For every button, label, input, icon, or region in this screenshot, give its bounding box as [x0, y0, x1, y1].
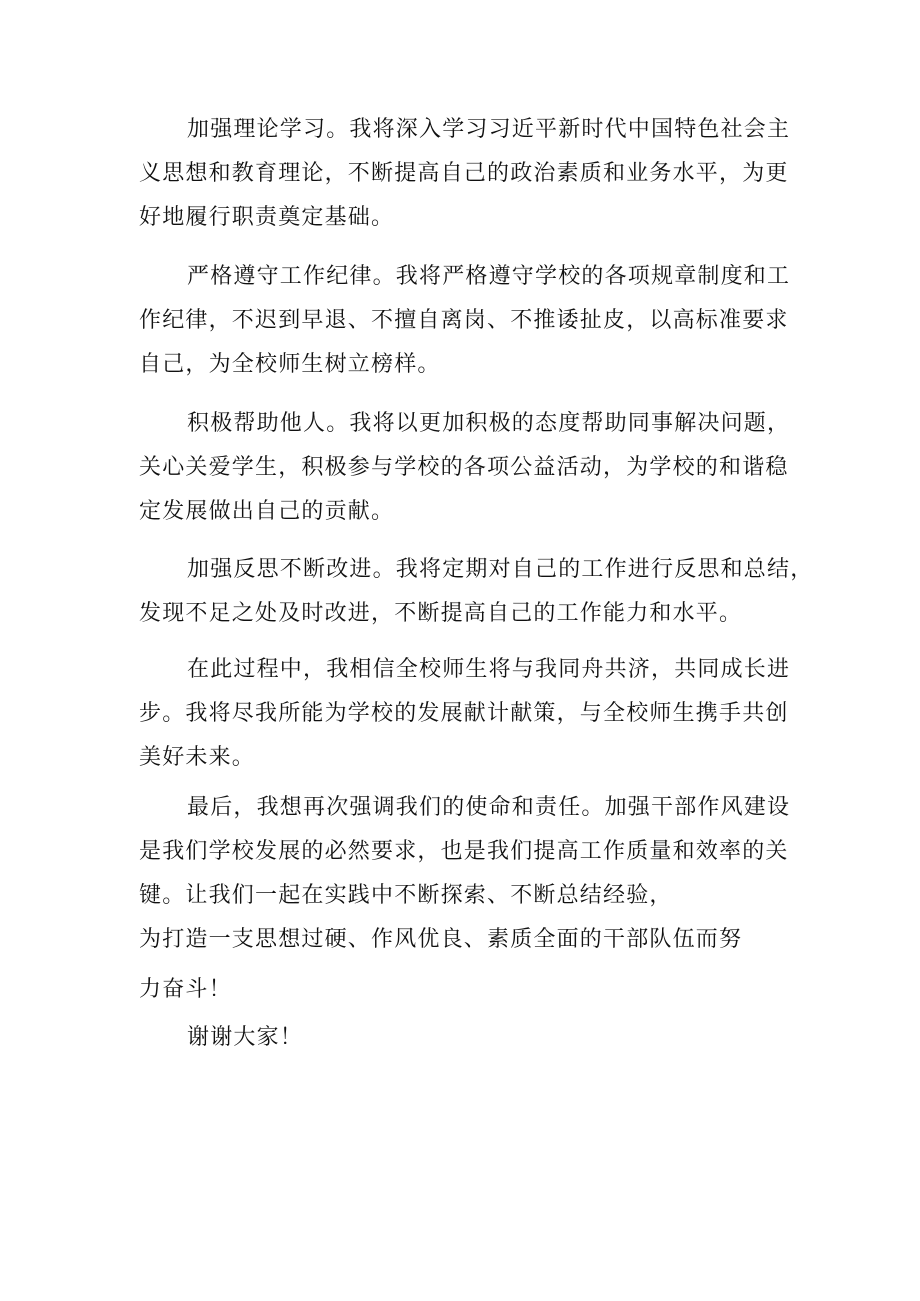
- paragraph-work-discipline: [139, 255, 799, 387]
- text-line: 力奋斗！: [139, 977, 232, 1002]
- text-line: 自己，为全校师生树立榜样。: [139, 352, 441, 377]
- text-line: 在此过程中，我相信全校师生将与我同舟共济，共同成长进: [187, 657, 791, 682]
- text-line: 关心关爱学生，积极参与学校的各项公益活动，为学校的和谐稳: [139, 455, 789, 480]
- text-line: 加强反思不断改进。我将定期对自己的工作进行反思和总结，: [187, 557, 814, 582]
- text-line: 定发展做出自己的贡献。: [139, 499, 395, 524]
- text-line: 义思想和教育理论，不断提高自己的政治素质和业务水平，为更: [139, 161, 789, 186]
- text-line: 加强理论学习。我将深入学习习近平新时代中国特色社会主: [187, 117, 791, 142]
- paragraph-thanks: [139, 1016, 799, 1060]
- text-line: 谢谢大家！: [187, 1025, 304, 1050]
- paragraph-reflection: [139, 548, 814, 636]
- text-line: 积极帮助他人。我将以更加积极的态度帮助同事解决问题，: [187, 411, 791, 436]
- text-line: 为打造一支思想过硬、作风优良、素质全面的干部队伍而努: [139, 927, 743, 952]
- paragraph-help-others: [139, 402, 799, 534]
- text-line: 作纪律，不迟到早退、不擅自离岗、不推诿扯皮，以高标准要求: [139, 308, 789, 333]
- paragraph-conclusion: [139, 786, 799, 1012]
- text-line: 最后，我想再次强调我们的使命和责任。加强干部作风建设: [187, 795, 791, 820]
- text-line: 好地履行职责奠定基础。: [139, 205, 395, 230]
- paragraph-process: [139, 648, 799, 780]
- text-line: 美好未来。: [139, 745, 256, 770]
- text-line: 步。我将尽我所能为学校的发展献计献策，与全校师生携手共创: [139, 701, 789, 726]
- text-line: 键。让我们一起在实践中不断探索、不断总结经验，: [139, 883, 673, 908]
- text-line: 发现不足之处及时改进，不断提高自己的工作能力和水平。: [139, 601, 743, 626]
- text-line: 严格遵守工作纪律。我将严格遵守学校的各项规章制度和工: [187, 264, 791, 289]
- paragraph-theory-study: [139, 108, 799, 240]
- text-line: 是我们学校发展的必然要求，也是我们提高工作质量和效率的关: [139, 839, 789, 864]
